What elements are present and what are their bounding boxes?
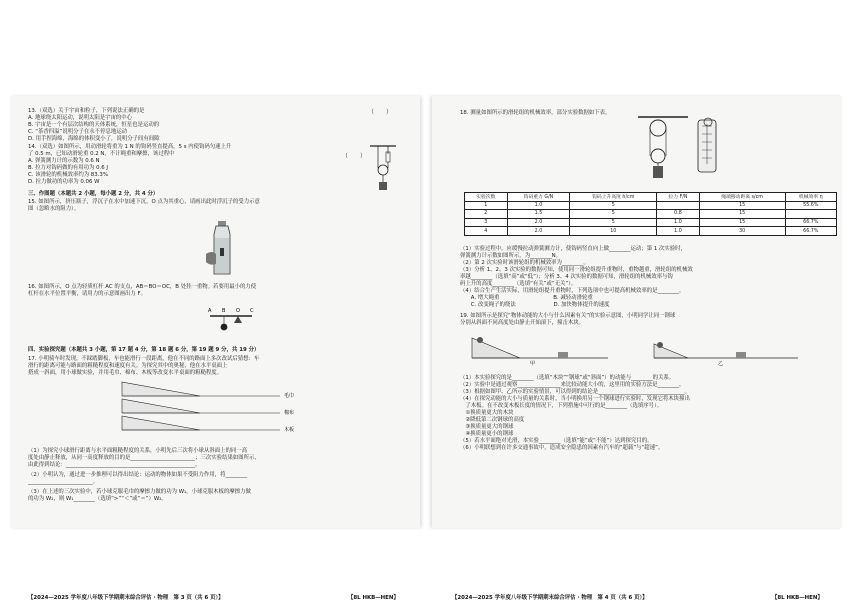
incline-surfaces-figure [120, 380, 310, 434]
question-13 [28, 108, 160, 143]
q18-sub-1b: 弹簧测力计示数如图所示，为________N。 [460, 253, 562, 259]
ramp-experiment-figure [468, 332, 808, 366]
q18-sub-4: （4）结合生产生活实际，用滑轮组提升重物时，下列选项中也可提高机械效率的是________。 [460, 288, 685, 294]
q19-line-1: 19. 如图所示是探究“物体动能的大小与什么因素有关”的实验示意图，小明同学让同一钢球 [460, 313, 676, 319]
lever-figure [206, 304, 256, 334]
question-19 [460, 313, 675, 327]
table-header-row [465, 193, 837, 202]
q17-sub-1a: （1）为探究小球滑行距离与水平面粗糙程度的关系，小明先后三次将小球从斜面上的同一高 [28, 448, 248, 454]
table-header-cell: 拉力 F/N [657, 193, 699, 202]
table-cell: 1.5 [507, 210, 570, 219]
table-cell: 66.7% [785, 227, 836, 236]
page-4-footer-code: 【8L HKB—HEN】 [772, 595, 823, 601]
q14-option-d: D. 拉力做功的功率为 0.06 W [28, 179, 100, 185]
table-cell: 15 [699, 201, 785, 210]
lever-label-b: B [222, 308, 226, 314]
lever-label-a: A [208, 308, 212, 314]
q18-sub-3c: 码上升的高度________（选填“有关”或“无关”）。 [460, 281, 577, 287]
table-cell: 1 [465, 201, 508, 210]
surface-label-towel: 毛巾 [284, 393, 295, 399]
table-cell: 15 [699, 218, 785, 227]
page-3-footer [10, 593, 420, 601]
table-row [465, 201, 837, 210]
table-header-cell: 钩码重力 G/N [507, 193, 570, 202]
surface-label-board: 木板 [284, 427, 295, 433]
table-cell: 1.0 [657, 227, 699, 236]
lever-label-o: O [236, 308, 240, 314]
q13-option-c: C. “茶香四溢”说明分子在永不停息地运动 [28, 129, 128, 135]
table-cell: 1.0 [657, 218, 699, 227]
q19-sub-4a: （4）在探究动能的大小与质量的关系时，当小明换用另一个钢球进行实验时，发现它将木块撞出 [460, 396, 690, 402]
question-19-subparts [460, 375, 690, 452]
q19-sub-3: （3）根据如图甲、乙所示的实验情景，可以得到的结论是________________________________。 [460, 389, 690, 395]
q19-line-2: 分别从斜面不同高度处由静止开始滚下，撞击木块。 [460, 320, 584, 326]
table-cell: 10 [570, 227, 657, 236]
question-17 [28, 356, 259, 377]
table-cell: 55.6% [785, 201, 836, 210]
q19-sub-2: （2）实验中是通过观察________________来比较动能大小的，这里用的实验方法是________。 [460, 382, 685, 388]
question-16 [28, 284, 256, 298]
q17-line-1: 17. 小明骑车时发现，不踩踏脚板，车也能滑行一段距离，他在不同的路面上多次改试后猜想：车 [28, 356, 260, 362]
surface-label-cotton: 棉布 [284, 410, 295, 416]
q19-sub-4-option-3: ③换质量更大的钢球 [460, 424, 514, 430]
q18-data-table [464, 192, 837, 236]
table-cell: 0.8 [657, 210, 699, 219]
q14-stem-2: 了 0.5 m，已知动滑轮重 0.2 N，不计绳重和摩擦，该过程中 [28, 151, 175, 157]
q17-line-3: 搭成一斜面，用小球做实验，并用毛巾、棉布、木板等改变水平桌面的粗糙程度。 [28, 370, 223, 376]
table-header-cell: 绳端移动距离 s/cm [699, 193, 785, 202]
lever-label-c: C [250, 308, 254, 314]
table-cell: 2 [465, 210, 508, 219]
q19-sub-1: （1）本实验探究的是________（选填“木块”“钢球”或“斜面”）的动能与________的关系。 [460, 375, 675, 381]
question-15 [28, 199, 260, 213]
figure-label-jia: 甲 [530, 361, 536, 366]
table-header-cell: 机械效率 η [785, 193, 836, 202]
q13-option-d: D. 用手捏海绵，海绵的体积变小了，说明分子间有间隙 [28, 136, 160, 142]
q19-sub-5: （5）若水平面绝对光滑，本实验________（选填“能”或“不能”）达到探究目的。 [460, 438, 653, 444]
table-cell [785, 210, 836, 219]
section-4-heading: 四、实验探究题（本题共 3 小题，第 17 题 4 分，第 18 题 6 分，第 19 题 9 分，共 19 分） [28, 347, 260, 353]
q18-sub-2: （2）第 2 次实验时该滑轮组的机械效率为________。 [460, 260, 589, 266]
table-cell: 3 [465, 218, 508, 227]
movable-pulley-figure [368, 144, 398, 194]
page-3-footer-title: 【2024—2025 学年度八年级下学期期末综合评估 · 物理 第 3 页（共 6 页）】 [28, 595, 224, 601]
q18-sub-3b: 率越________（选填“高”或“低”）；分析 3、4 次实验的数据可知，滑轮组的机械效率与钩 [460, 274, 673, 280]
q19-sub-4-option-2: ②降低第二次钢球的高度 [460, 417, 525, 423]
q15-line-2: 图（忽略水的阻力）。 [28, 206, 80, 212]
q13-answer-paren: （ ） [368, 109, 393, 116]
figure-label-yi: 乙 [718, 361, 724, 366]
table-header-cell: 钩码上升高度 h/cm [570, 193, 657, 202]
table-cell: 1.0 [507, 201, 570, 210]
table-cell: 5 [570, 201, 657, 210]
q14-answer-paren: （ ） [342, 153, 367, 160]
q17-sub-2a: （2）小明认为，通过进一步推理可以得出结论：运动的物体如果不受阻力作用，将________ [28, 472, 248, 478]
table-cell [657, 201, 699, 210]
q17-sub-3b: 的功为 W₂，则 W₁________（选填“>”“＜”或“＝”）W₂。 [28, 496, 167, 502]
table-cell: 4 [465, 227, 508, 236]
section-3-heading: 三、作图题（本题共 2 小题，每小题 2 分，共 4 分） [28, 191, 159, 197]
q13-option-a: A. 地球绕太阳运动，说明太阳是宇宙的中心 [28, 115, 133, 121]
q18-sub-4-options-ab: A. 增大绳重 B. 减轻动滑轮重 [460, 295, 593, 301]
table-row [465, 210, 837, 219]
q19-sub-4b: 了木板。在不改变木板长度的情况下，下列措施中可行的是________（选填序号）。 [460, 403, 663, 409]
q17-sub-1c: 由此得到结论：________________________________________________。 [28, 462, 201, 468]
q13-stem: 13.（双选）关于宇宙和粒子，下列说法正确的是 [28, 108, 145, 114]
page-4-footer-title: 【2024—2025 学年度八年级下学期期末综合评估 · 物理 第 4 页（共 6 页）】 [452, 595, 648, 601]
question-14 [28, 144, 231, 186]
table-cell: 5 [570, 218, 657, 227]
q17-sub-3a: （3）在上述的三次实验中，若小球克服毛巾的摩擦力做的功为 W₁，小球克服木板的摩擦力做 [28, 489, 251, 495]
q18-sub-3a: （3）分析 1、2、3 次实验的数据可知，使用同一滑轮组提升重物时，重物越重，滑轮组的机械效 [460, 267, 693, 273]
table-cell: 2.0 [507, 227, 570, 236]
q16-line-1: 16. 如图所示，O 点为轻质杠杆 AC 的支点，AB＝BO＝OC，B 处挂一重物。若要用最小的力使 [28, 284, 257, 290]
q14-stem: 14.（双选）如图所示，用动滑轮将重为 1 N 的钩码竖直提高，5 s 内使钩码匀速上升 [28, 144, 232, 150]
q18-title: 18. 测量如图所示的滑轮组的机械效率，部分实验数据如下表。 [460, 110, 611, 116]
table-cell: 5 [570, 210, 657, 219]
table-header-cell: 实验次数 [465, 193, 508, 202]
q17-sub-1b: 度处由静止释放，从同一高度释放的目的是________________________；三次实验结果如图所示， [28, 455, 260, 461]
question-17-subparts [28, 448, 260, 503]
q18-sub-4-options-cd: C. 改变绳子的绕法 D. 加快物体提升的速度 [460, 302, 610, 308]
exam-page-4 [432, 96, 842, 601]
page-4-footer [432, 593, 842, 601]
exam-page-3 [10, 96, 420, 601]
table-row [465, 218, 837, 227]
question-18-subparts [460, 246, 693, 309]
table-cell: 30 [699, 227, 785, 236]
q14-option-b: B. 拉力对钩码做的有用功为 0.6 J [28, 165, 109, 171]
cartesian-diver-bottle-figure [206, 220, 238, 276]
page-3-footer-code: 【8L HKB—HEN】 [348, 595, 399, 601]
table-cell: 2.0 [507, 218, 570, 227]
q19-sub-4-option-1: ①换质量更大的木块 [460, 410, 514, 416]
table-cell: 66.7% [785, 218, 836, 227]
q14-option-c: C. 该滑轮的机械效率约为 83.3% [28, 172, 108, 178]
q19-sub-6: （6）小明联想到在许多交通事故中，造成安全隐患的因素有汽车的“超载”与“超速”。 [460, 445, 664, 451]
q16-line-2: 杠杆在水平位置平衡，请用力的示意图画出力 F。 [28, 291, 147, 297]
table-cell: 15 [699, 210, 785, 219]
q17-sub-2b: ________________________。 [28, 479, 99, 485]
table-row [465, 227, 837, 236]
q18-sub-1a: （1）实验过程中，应缓慢拉动弹簧测力计，使钩码竖直向上做________运动；第 1 次实验时， [460, 246, 686, 252]
q19-sub-4-option-4: ④换质量更小的钢球 [460, 431, 514, 437]
q17-line-2: 滑行的距离可能与路面的粗糙程度和速度有关。为探究其中的奥秘，他在水平桌面上 [28, 363, 228, 369]
q15-line-1: 15. 如图所示，挤压瓶子，浮沉子在水中加速下沉，O 点为其重心，请画出此时浮沉子的受力示意 [28, 199, 260, 205]
q14-option-a: A. 弹簧测力计的示数为 0.6 N [28, 158, 100, 164]
q13-option-b: B. 宇宙是一个有层次结构的天体系统，恒星也是运动的 [28, 122, 160, 128]
pulley-system-figure [628, 114, 728, 186]
